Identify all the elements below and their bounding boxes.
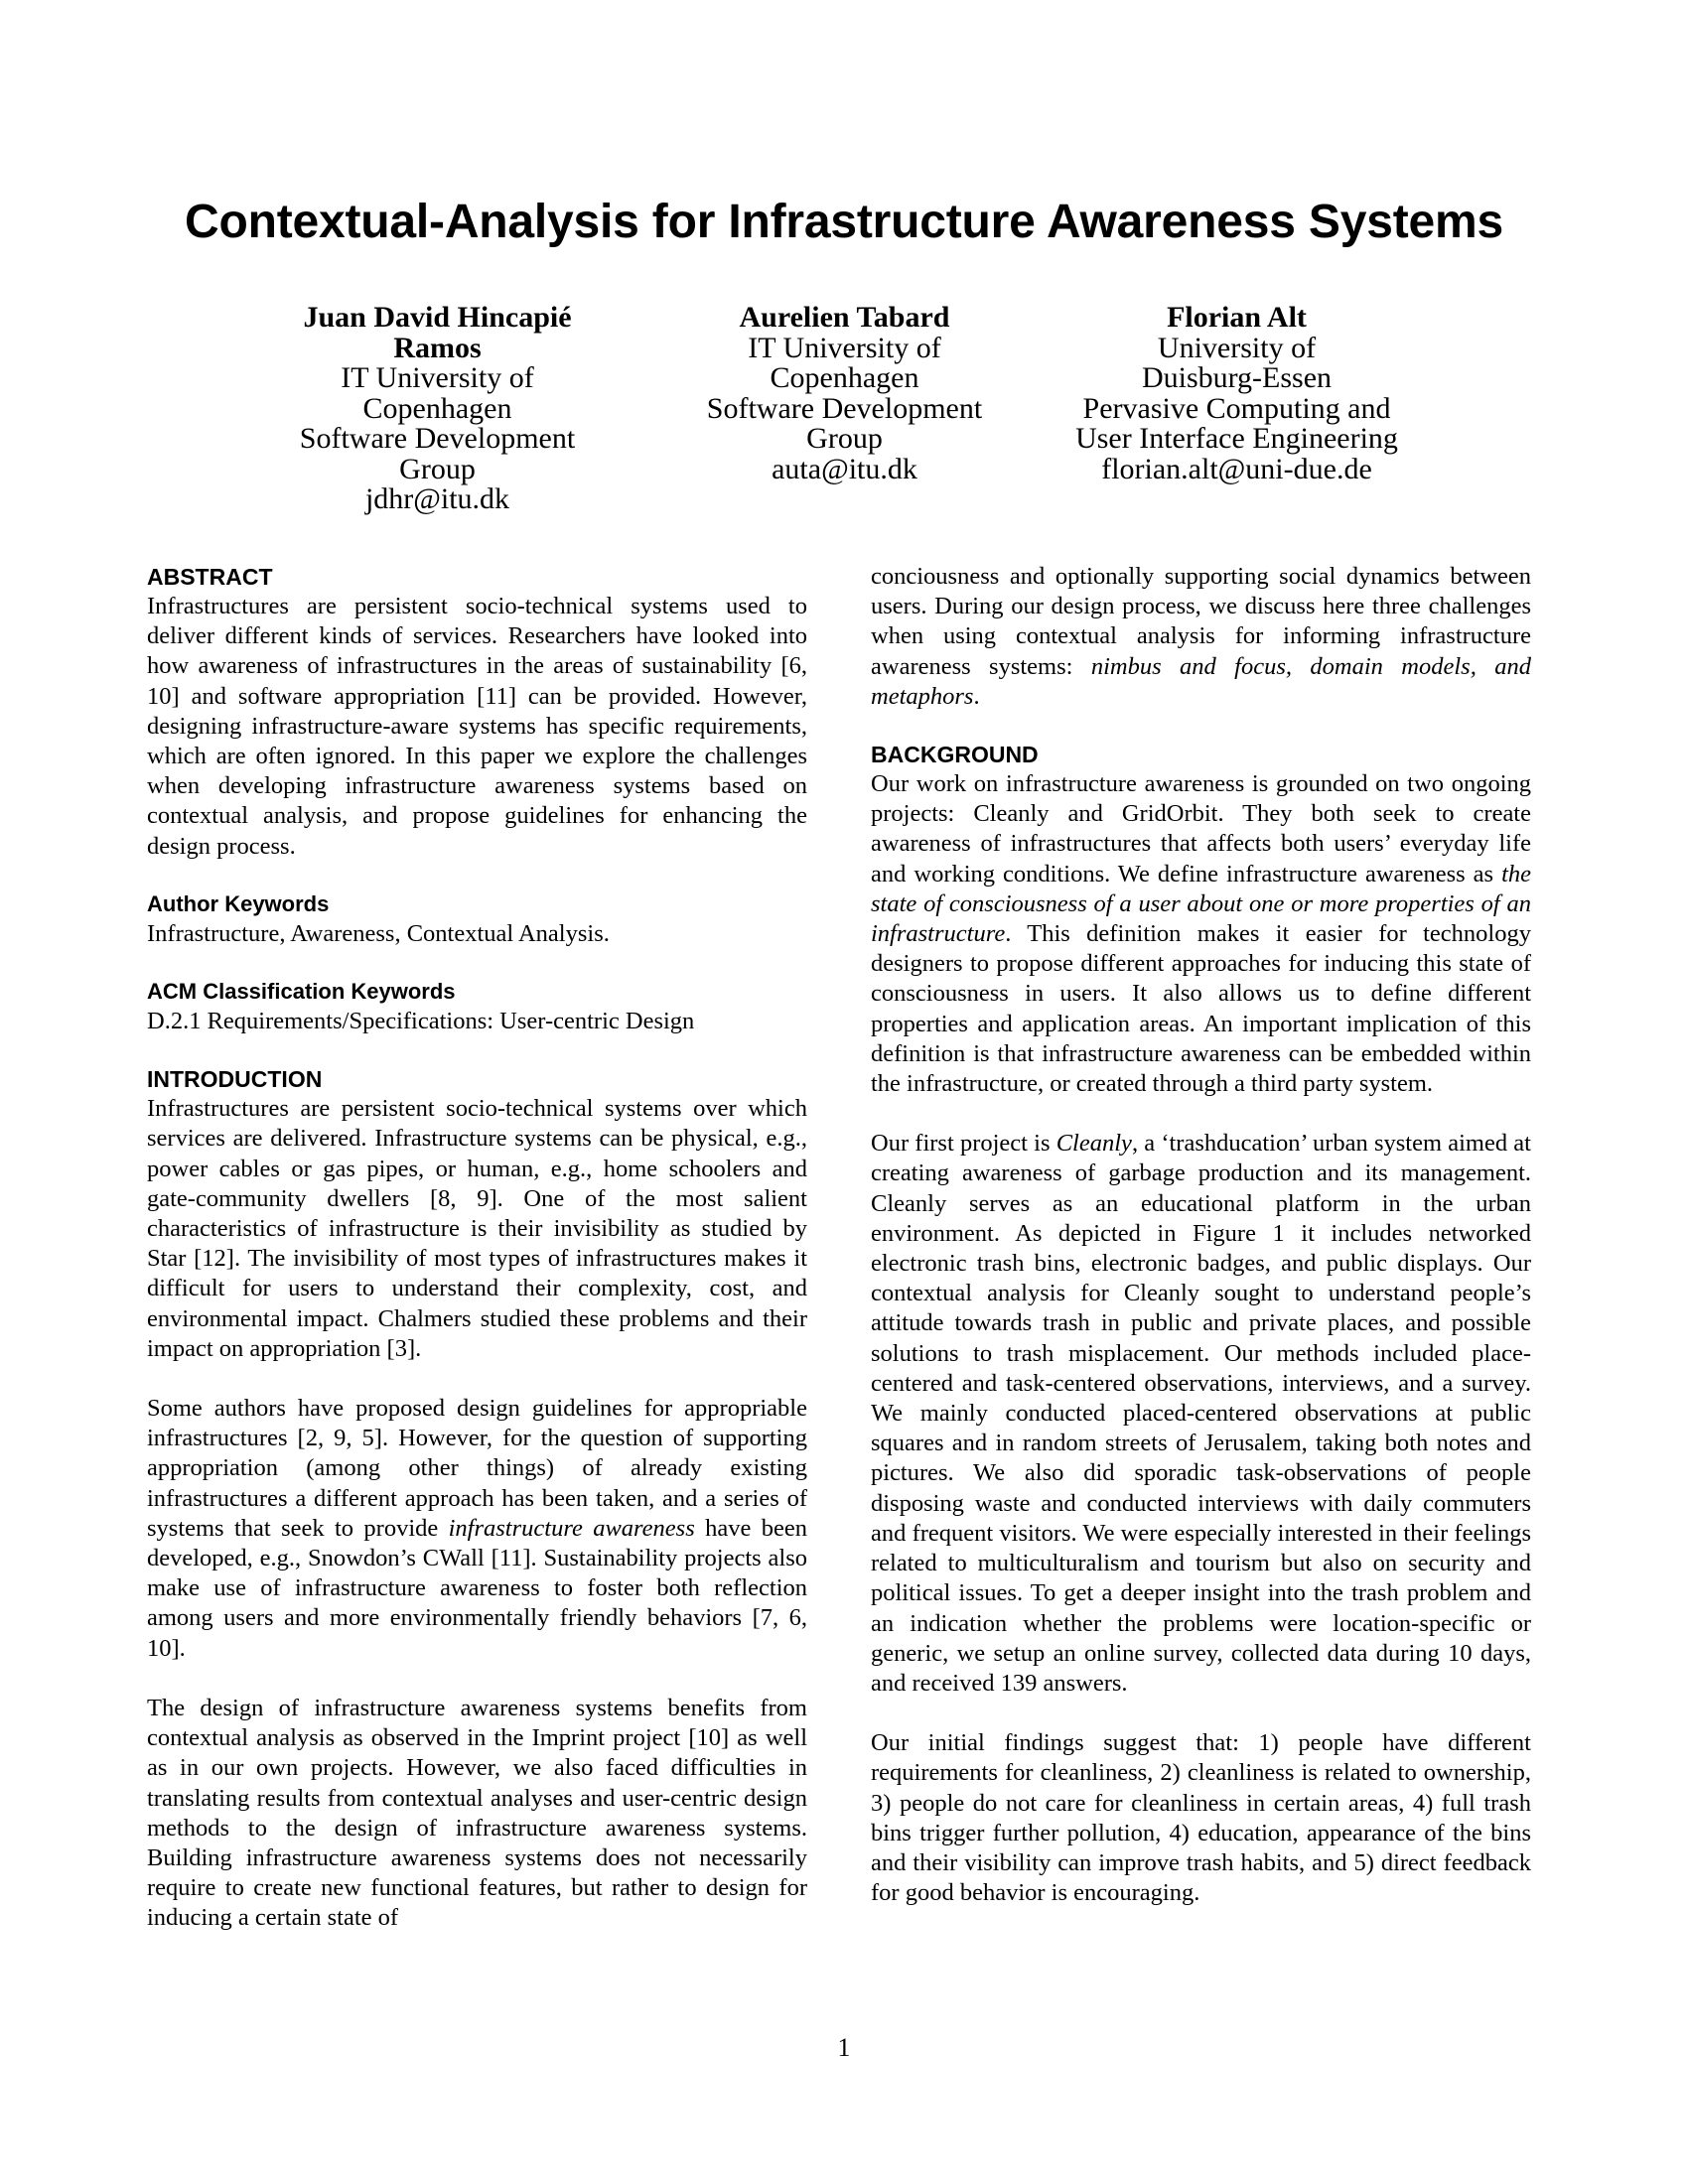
author-keywords-text: Infrastructure, Awareness, Contextual Analysis. <box>147 919 610 947</box>
introduction-paragraph-2: Some authors have proposed design guidelines for appropriable infrastructures [2, 9, 5]. However, for the question of supporting appropriation (among other things) of already existing infrastructures a different approach has been taken, and a series of systems that seek to provide infrastructure awareness have been developed, e.g., Snowdon’s CWall [11]. Sustainability projects also make use of infrastructure awareness to foster both reflection among users and more environmentally friendly behaviors [7, 6, 10]. <box>147 1395 807 1662</box>
background-paragraph-2: Our first project is Cleanly, a ‘trashducation’ urban system aimed at creating awareness of garbage production and its management. Cleanly serves as an educational platform in the urban environment. As depicted in Figure 1 it includes networked electronic trash bins, electronic badges, and public displays. Our contextual analysis for Cleanly sought to understand people’s attitude towards trash in public and private places, and possible solutions to trash misplacement. Our methods included place-centered and task-centered observations, interviews, and a survey. We mainly conducted placed-centered observations at public squares and in random streets of Jerusalem, taking both notes and pictures. We also did sporadic task-observations of people disposing waste and conducted interviews with daily commuters and frequent visitors. We were especially interested in their feelings related to multiculturalism and tourism but also on security and political issues. To get a deeper insight into the trash problem and an indication whether the problems were location-specific or generic, we setup an online survey, collected data during 10 days, and received 139 answers. <box>871 1130 1531 1697</box>
author-affiliation-line: Copenhagen <box>770 361 919 394</box>
author-name-line: Aurelien Tabard <box>739 301 950 334</box>
background-heading: BACKGROUND <box>871 742 1039 768</box>
author-keywords-heading: Author Keywords <box>147 890 330 916</box>
left-column <box>147 562 807 1934</box>
abstract-heading: ABSTRACT <box>147 564 273 590</box>
author-affiliation-line: IT University of <box>748 331 941 364</box>
author-affiliation-line: Group <box>806 422 883 455</box>
author-affiliation-line: Group <box>399 452 476 485</box>
background-paragraph-1: Our work on infrastructure awareness is grounded on two ongoing projects: Cleanly and GridOrbit. They both seek to create awareness of infrastructures that affects both users’ everyday life and working conditions. We define infrastructure awareness as the state of consciousness of a user about one or more properties of an infrastructure. This definition makes it easier for technology designers to propose different approaches for inducing this state of consciousness in users. It also allows us to define different properties and application areas. An important implication of this definition is that infrastructure awareness can be embedded within the infrastructure, or created through a third party system. <box>871 770 1531 1098</box>
author-affiliation-line: Pervasive Computing and <box>1082 391 1391 425</box>
author-affiliation-line: Copenhagen <box>362 391 512 425</box>
author-affiliation-line: Software Development <box>706 391 983 425</box>
emphasis: infrastructure awareness <box>448 1514 695 1542</box>
author-affiliation-line: User Interface Engineering <box>1075 422 1398 455</box>
right-column <box>871 562 1531 1908</box>
author-name-line: Juan David Hincapié <box>303 301 572 334</box>
author-affiliation-line: Duisburg-Essen <box>1141 361 1333 394</box>
introduction-heading: INTRODUCTION <box>147 1066 323 1093</box>
abstract-text: Infrastructures are persistent socio-technical systems used to deliver different kinds of services. Researchers have looked into how awareness of infrastructures in the areas of sustainability [6, 10] and software appropriation [11] can be provided. However, designing infrastructure-aware systems has specific requirements, which are often ignored. In this paper we explore the challenges when developing infrastructure awareness systems based on contextual analysis, and propose guidelines for enhancing the design process. <box>147 593 807 860</box>
paper-title: Contextual-Analysis for Infrastructure Awareness Systems <box>185 196 1503 248</box>
author-email: jdhr@itu.dk <box>364 482 510 515</box>
acm-keywords-text: D.2.1 Requirements/Specifications: User-centric Design <box>147 1008 695 1035</box>
emphasis: nimbus and focus, domain models, and metaphors <box>871 652 1531 710</box>
background-paragraph-3: Our initial findings suggest that: 1) people have different requirements for cleanliness, 2) cleanliness is related to ownership, 3) people do not care for cleanliness in certain areas, 4) full trash bins trigger further pollution, 4) education, appearance of the bins and their visibility can improve trash habits, and 5) direct feedback for good behavior is encouraging. <box>871 1729 1531 1907</box>
page-number: 1 <box>837 2033 851 2062</box>
author-block-3 <box>1041 303 1433 484</box>
acm-keywords-heading: ACM Classification Keywords <box>147 979 456 1005</box>
author-name-line: Florian Alt <box>1167 301 1307 334</box>
emphasis: the state of consciousness of a user about one or more properties of an infrastructure <box>871 860 1531 948</box>
author-email: florian.alt@uni-due.de <box>1101 452 1372 485</box>
introduction-paragraph-3-continued: conciousness and optionally supporting social dynamics between users. During our design process, we discuss here three challenges when using contextual analysis for informing infrastructure awareness systems: nimbus and focus, domain models, and metaphors. <box>871 563 1531 710</box>
author-affiliation-line: IT University of <box>341 361 534 394</box>
introduction-paragraph-3: The design of infrastructure awareness systems benefits from contextual analysis as observed in the Imprint project [10] as well as in our own projects. However, we also faced difficulties in translating results from contextual analyses and user-centric design methods to the design of infrastructure awareness systems. Building infrastructure awareness systems does not necessarily require to create new functional features, but rather to design for inducing a certain state of <box>147 1694 807 1932</box>
author-email: auta@itu.dk <box>772 452 917 485</box>
emphasis: Cleanly <box>1055 1130 1132 1158</box>
introduction-paragraph-1: Infrastructures are persistent socio-technical systems over which services are delivered. Infrastructure systems can be physical, e.g., power cables or gas pipes, or human, e.g., home schoolers and gate-community dwellers [8, 9]. One of the most salient characteristics of infrastructure is their invisibility as studied by Star [12]. The invisibility of most types of infrastructures makes it difficult for users to understand their complexity, cost, and environmental impact. Chalmers studied these problems and their impact on appropriation [3]. <box>147 1095 807 1362</box>
author-affiliation-line: Software Development <box>299 422 576 455</box>
author-name-line: Ramos <box>393 331 482 364</box>
author-affiliation-line: University of <box>1157 331 1317 364</box>
author-block-1 <box>256 303 619 515</box>
author-block-2 <box>663 303 1026 484</box>
